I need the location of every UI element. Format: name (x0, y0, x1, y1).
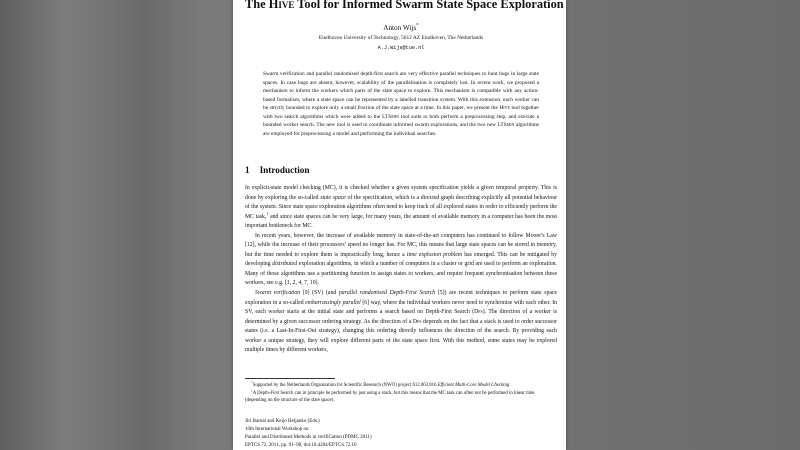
abstract: Swarm verification and parallel randomised depth-first search are very effective parallel techniques to hunt bugs in large state spaces. In case bugs are absent, however, scalability of the parallelisation is completely lost. In recent work, we proposed a mechanism to inform the workers which parts of the state space to explore. This mechanism is compatible with any action-based formalism, where a state space can be represented by a labelled transition system. With this extension, each worker can be strictly bounded to explore only a small fraction of the state space at a time. In this paper, we present the Hive tool together with two search algorithms which were added to the LTSmin tool suite to both perform a preprocessing step, and execute a bounded worker search. The new tool is used to coordinate informed swarm explorations, and the two new LTSmin algorithms are employed for preprocessing a model and performing the individual searches. (263, 71, 540, 137)
footnote: *Supported by the Netherlands Organisation for Scientific Research (NWO) project 612.063.816 Efficient Multi-Core Model Checking. (251, 380, 511, 388)
paper-title: The Hive Tool for Informed Swarm State Space Exploration (245, 0, 564, 11)
pdf-page[interactable] (233, 0, 566, 450)
pubinfo-line: EPTCS 72, 2011, pp. 91–98, doi:10.4204/EPTCS.72.10 (245, 443, 357, 448)
pubinfo-line: Jiri Barnat and Keijo Heljanko (Eds.) (245, 419, 320, 424)
pubinfo-line: Parallel and Distributed Methods in verifiCation (PDMC 2011) (245, 435, 372, 440)
footnote: $^1$A Depth-First Search can in principle be performed by just using a stack, but this means that the MC task can often not be performed in linear time (depending on the structure of the state space). (245, 387, 535, 403)
paragraph: Swarm verification [9] (SV) (and parallel randomised Depth-First Search [5]) are recent techniques to perform state space exploration in a so-called embarrassingly parallel [6] way, where the individual workers never need to synchronise with each other. In SV, each worker starts at the initial state and performs a search based on Depth-First Search (Dfs). The direction of a worker is determined by a given successor ordering strategy. As the direction of a Dfs depends on the fact that a stack is used to order successor states (i.e. a Last-In-First-Out strategy), changing this ordering directly influences the direction of the search. By providing each worker a unique strategy, they will explore different parts of the state space first. With this method, some states may be explored multiple times by different workers, (245, 290, 558, 354)
footnote-divider (245, 378, 335, 379)
paragraph: In explicit-state model checking (MC), it is checked whether a given system specification yields a given temporal property. This is done by exploring the so-called state space of the specification, which is a directed graph describing explicitly all potential behaviour of the system. Since state space exploration algorithms often need to keep track of all explored states in order to efficiently perform the MC task,$^1$ and since state spaces can be very large, for many years, the amount of available memory in a computer has been the most important bottleneck for MC. (245, 185, 558, 230)
section-heading: 1 Introduction (245, 165, 310, 175)
author-email: A.J.Wijs@tue.nl (377, 45, 425, 51)
publication-info (245, 418, 557, 450)
affiliation: Eindhoven University of Technology, 5612 AZ Eindhoven, The Netherlands (318, 35, 484, 41)
section-body (245, 184, 557, 356)
author-name: Anton Wijs* (383, 23, 419, 32)
pubinfo-line: 10th International Workshop on (245, 427, 309, 432)
paragraph: In recent years, however, the increase of available memory in state-of-the-art computers has continued to follow Moore’s Law [12], while the increase of their processors’ speed no longer has. For MC, this means that large state spaces can be stored in memory, but the time needed to explore them is impractically long, hence a time explosion problem has emerged. This can be mitigated by developing distributed exploration algorithms, in which a number of computers in a cluster or grid are used to perform an exploration. Many of those algorithms use a partitioning function to assign states to workers, and require frequent synchronisation between these workers, see e.g. [1, 2, 4, 7, 10]. (245, 232, 557, 287)
footnotes (245, 382, 557, 405)
